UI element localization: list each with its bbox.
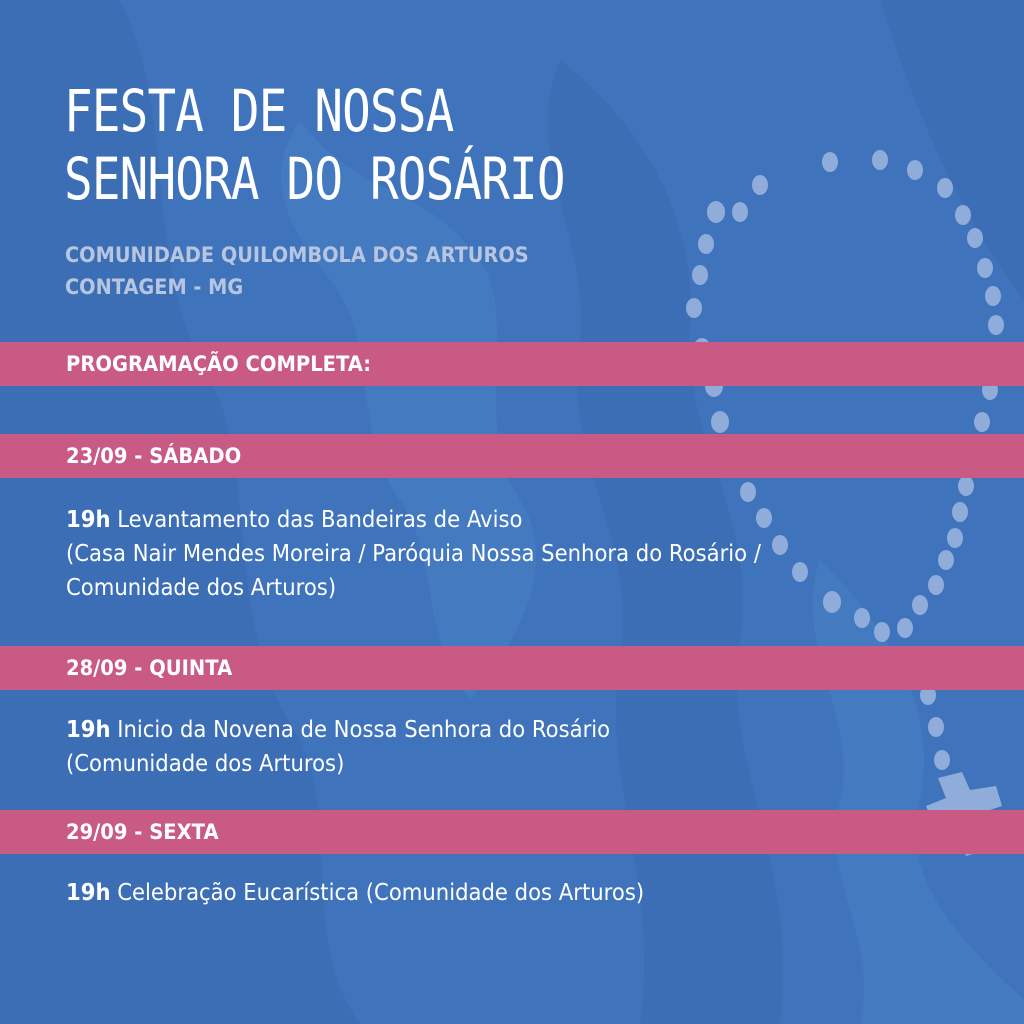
day-label: 23/09 - SÁBADO [66,444,242,468]
day-band-friday [0,810,1024,854]
event-time: 19h [66,507,111,533]
event-time: 19h [66,717,111,743]
section-heading-band [0,342,1024,386]
event-time: 19h [66,880,111,906]
event-title: Levantamento das Bandeiras de Aviso [117,507,523,533]
event-item [66,503,876,605]
title-line-1: FESTA DE NOSSA [64,77,454,145]
event-place: (Casa Nair Mendes Moreira / Paróquia Nossa Senhora do Rosário / Comunidade dos Arturos) [66,541,761,601]
event-item [66,876,876,910]
event-title: Inicio da Novena de Nossa Senhora do Rosário [117,717,611,743]
event-item [66,713,876,781]
event-title: Celebração Eucarística (Comunidade dos Arturos) [117,880,645,906]
subtitle-city: CONTAGEM - MG [65,275,244,299]
title-line-2: SENHORA DO ROSÁRIO [64,145,565,213]
event-place: (Comunidade dos Arturos) [66,751,345,777]
day-label: 28/09 - QUINTA [66,656,233,680]
subtitle-community: COMUNIDADE QUILOMBOLA DOS ARTUROS [65,243,529,267]
day-band-thursday [0,646,1024,690]
day-band-saturday [0,434,1024,478]
section-heading: PROGRAMAÇÃO COMPLETA: [66,352,372,376]
day-label: 29/09 - SEXTA [66,820,219,844]
